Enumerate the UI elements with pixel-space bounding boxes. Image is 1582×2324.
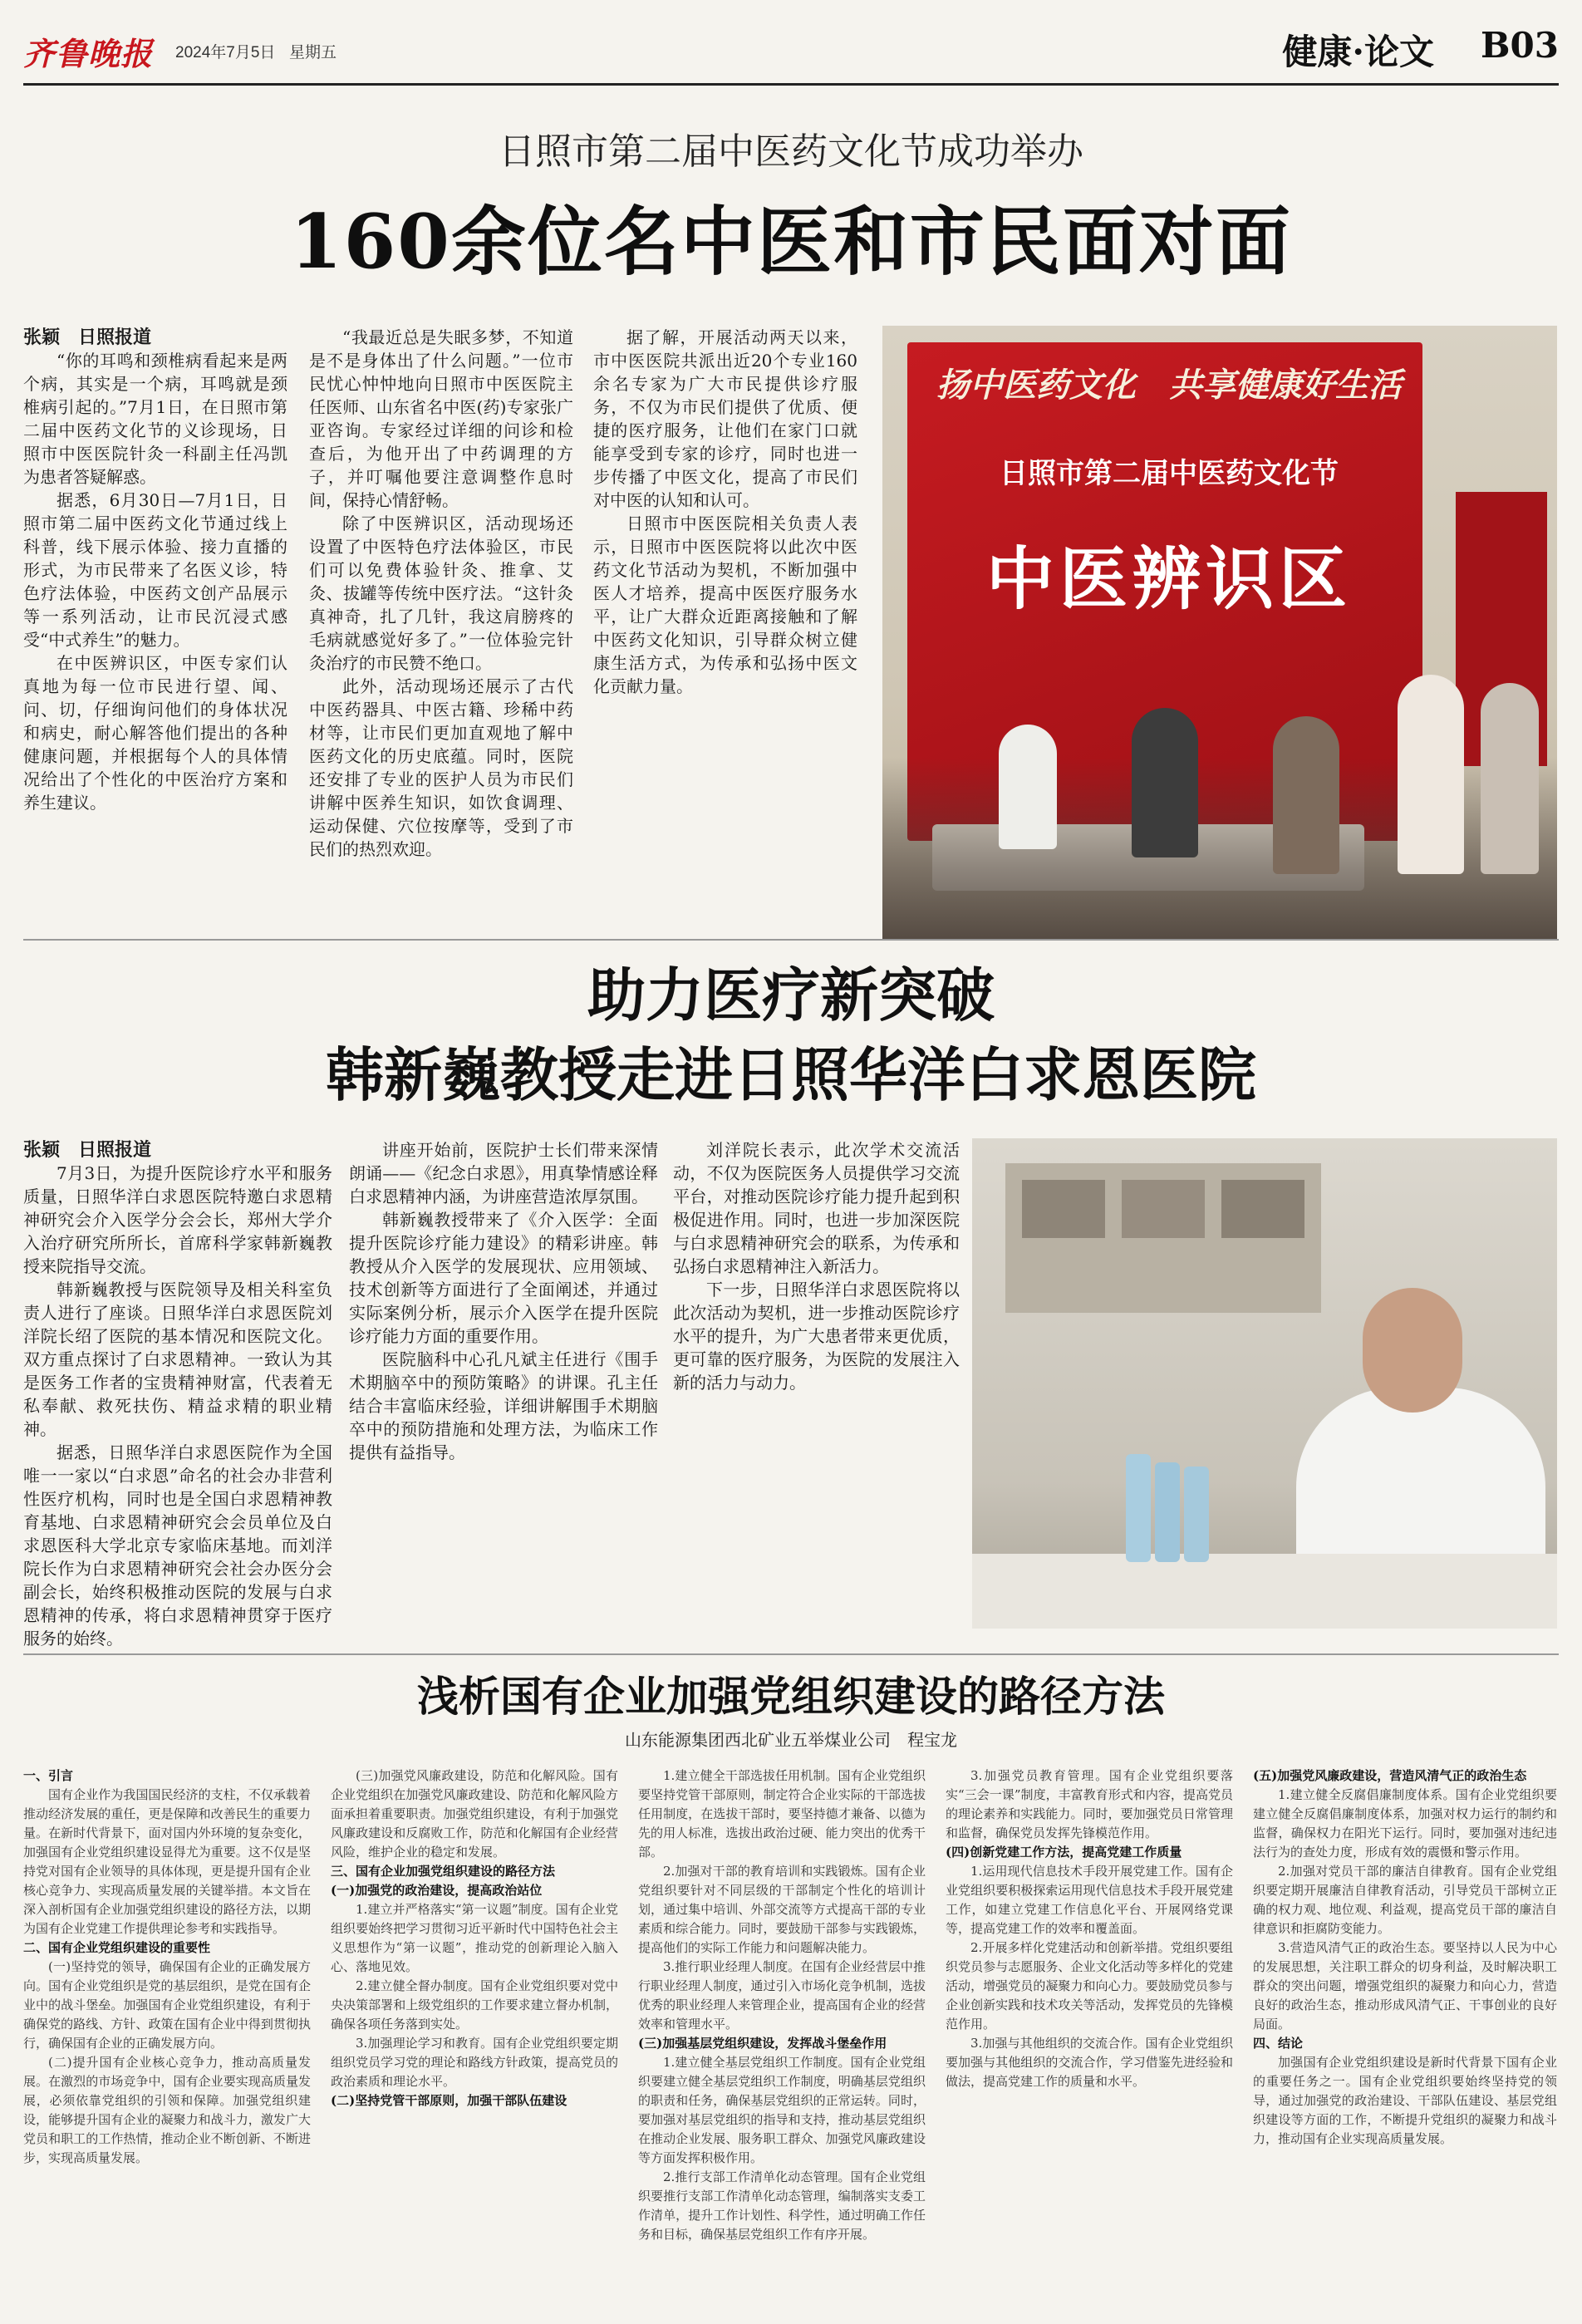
photo-banner-slogan: 扬中医药文化 共享健康好生活 <box>936 366 1402 405</box>
article3-paragraph: 2.加强对党员干部的廉洁自律教育。国有企业党组织要定期开展廉洁自律教育活动，引导党员干部树立正确的权力观、地位观、利益观，提高党员干部的廉洁自律意识和拒腐防变能力。 <box>1253 1864 1557 1936</box>
article1-byline: 张颖 日照报道 <box>23 327 152 347</box>
article1-paragraph: 据了解，开展活动两天以来，市中医医院共派出近20个专业160余名专家为广大市民提供诊疗服务，不仅为市民们提供了优质、便捷的医疗服务，让他们在家门口就能享受到专家的诊疗，同时也进一步传播了中医文化，提高了市民们对中医的认知和认可。 <box>593 327 857 510</box>
article2-paragraph: 据悉，日照华洋白求恩医院作为全国唯一一家以“白求恩”命名的社会办非营利性医疗机构，同时也是全国白求恩精神教育基地、白求恩精神研究会会员单位及白求恩医科大学北京专家临床基地。而刘洋院长作为白求恩精神研究会社会办医分会副会长，始终积极推动医院的发展与白求恩精神的传承，将白求恩精神贯穿于医疗服务的始终。 <box>23 1442 332 1648</box>
article3-paragraph: 3.推行职业经理人制度。在国有企业经营层中推行职业经理人制度，通过引入市场化竞争机制，选拔优秀的职业经理人来管理企业，提高国有企业的经营效率和管理水平。 <box>638 1959 926 2032</box>
photo-person <box>1132 708 1198 857</box>
article2-column-3 <box>673 1138 960 1394</box>
article1-column-3 <box>593 326 857 698</box>
photo-banner-event: 日照市第二届中医药文化节 <box>1000 457 1339 490</box>
article2-title-line1: 助力医疗新突破 <box>587 961 995 1029</box>
article1-paragraph: “我最近总是失眠多梦，不知道是不是身体出了什么问题。”一位市民忧心忡忡地向日照市中医医院主任医师、山东省名中医(药)专家张广亚咨询。专家经过详细的问诊和检查后，为他开出了中药调理的方子，并叮嘱他要注意调整作息时间，保持心情舒畅。 <box>309 327 573 510</box>
article3-heading: (四)创新党建工作方法，提高党建工作质量 <box>946 1845 1182 1860</box>
article3-paragraph: 1.建立并严格落实“第一议题”制度。国有企业党组织要始终把学习贯彻习近平新时代中国特色社会主义思想作为“第一议题”，推动党的创新理论入脑入心、落地见效。 <box>331 1902 618 1974</box>
photo-frame <box>1022 1180 1105 1238</box>
article2-photo <box>972 1138 1557 1629</box>
article1-photo <box>882 326 1557 941</box>
article1-title: 160余位名中医和市民面对面 <box>290 198 1292 286</box>
masthead-rule <box>23 83 1559 86</box>
article3-paragraph: 3.营造风清气正的政治生态。要坚持以人民为中心的发展思想，关注职工群众的切身利益，及时解决职工群众的突出问题，增强党组织的凝聚力和向心力，营造良好的政治生态，推动形成风清气正、干事创业的良好局面。 <box>1253 1940 1557 2032</box>
article3-heading: 一、引言 <box>23 1768 74 1783</box>
article3-heading: (二)坚持党管干部原则，加强干部队伍建设 <box>331 2093 567 2108</box>
article3-paragraph: (一)坚持党的领导，确保国有企业的正确发展方向。国有企业党组织是党的基层组织，是党在国有企业中的战斗堡垒。加强国有企业党组织建设，有利于确保党的路线、方针、政策在国有企业中得到贯彻执行，确保国有企业的正确发展方向。 <box>23 1959 311 2051</box>
article3-paragraph: 2.推行支部工作清单化动态管理。国有企业党组织要推行支部工作清单化动态管理，编制落实支委工作清单，提升工作计划性、科学性，通过明确工作任务和目标，确保基层党组织工作有序开展。 <box>638 2169 926 2242</box>
article3-author: 山东能源集团西北矿业五举煤业公司 程宝龙 <box>625 1730 957 1750</box>
article3-paragraph: (三)加强党风廉政建设，防范和化解风险。国有企业党组织在加强党风廉政建设、防范和化解风险方面承担着重要职责。加强党组织建设，有利于加强党风廉政建设和反腐败工作，防范和化解国有企业经营风险，维护企业的稳定和发展。 <box>331 1768 618 1860</box>
article2-column-2 <box>349 1138 658 1464</box>
issue-weekday: 星期五 <box>289 44 337 61</box>
article1-column-2 <box>309 326 573 861</box>
article3-heading: (五)加强党风廉政建设，营造风清气正的政治生态 <box>1253 1768 1527 1783</box>
article3-title: 浅析国有企业加强党组织建设的路径方法 <box>417 1672 1165 1721</box>
article3-paragraph: (二)提升国有企业核心竞争力，推动高质量发展。在激烈的市场竞争中，国有企业要实现高质量发展，必须依靠党组织的引领和保障。加强党组织建设，能够提升国有企业的凝聚力和战斗力，激发广大党员和职工的工作热情，推动企业不断创新、不断进步，实现高质量发展。 <box>23 2055 311 2165</box>
article1-paragraph: 除了中医辨识区，活动现场还设置了中医特色疗法体验区，市民们可以免费体验针灸、推拿、艾灸、拔罐等传统中医疗法。“这针灸真神奇，扎了几针，我这肩膀疼的毛病就感觉好多了。”一位体验完针灸治疗的市民赞不绝口。 <box>309 513 573 673</box>
article1-paragraph: 据悉，6月30日—7月1日，日照市第二届中医药文化节通过线上科普，线下展示体验、接力直播的形式，为市民带来了名医义诊，特色疗法体验，中医药文创产品展示等一系列活动，让市民沉浸式感受“中式养生”的魅力。 <box>23 490 287 650</box>
article3-column-1 <box>23 1766 311 2168</box>
page-number: B03 <box>1481 25 1559 66</box>
article3-heading: 二、国有企业党组织建设的重要性 <box>23 1940 211 1955</box>
article3-column-5 <box>1253 1766 1557 2149</box>
article3-paragraph: 1.运用现代信息技术手段开展党建工作。国有企业党组织要积极探索运用现代信息技术手段开展党建工作，如建立党建工作信息化平台、开展网络党课等，提高党建工作的效率和覆盖面。 <box>946 1864 1233 1936</box>
article1-paragraph: “你的耳鸣和颈椎病看起来是两个病，其实是一个病，耳鸣就是颈椎病引起的。”7月1日，在日照市第二届中医药文化节的义诊现场，日照市中医医院针灸一科副主任冯凯为患者答疑解惑。 <box>23 351 287 487</box>
article3-column-4 <box>946 1766 1233 2091</box>
article3-heading: (一)加强党的政治建设，提高政治站位 <box>331 1883 543 1898</box>
photo-banner-zone: 中医辨识区 <box>985 539 1352 619</box>
article2-paragraph: 讲座开始前，医院护士长们带来深情朗诵——《纪念白求恩》，用真挚情感诠释白求恩精神内涵，为讲座营造浓厚氛围。 <box>349 1140 658 1206</box>
photo-person <box>1273 716 1339 874</box>
issue-date: 2024年7月5日 <box>175 44 276 61</box>
article2-paragraph: 刘洋院长表示，此次学术交流活动，不仅为医院医务人员提供学习交流平台，对推动医院诊疗能力提升起到积极促进作用。同时，也进一步加深医院与白求恩精神研究会的联系，为传承和弘扬白求恩精神注入新活力。 <box>673 1140 960 1276</box>
photo-water-bottle <box>1184 1467 1209 1562</box>
photo-person <box>1398 675 1464 874</box>
photo-water-bottle <box>1155 1462 1180 1562</box>
section-divider <box>23 939 1559 941</box>
section-name: 健康·论文 <box>1282 32 1434 72</box>
photo-person <box>1481 683 1539 874</box>
article3-column-3 <box>638 1766 926 2244</box>
photo-water-bottle <box>1126 1454 1151 1562</box>
article3-paragraph: 3.加强理论学习和教育。国有企业党组织要定期组织党员学习党的理论和路线方针政策，提高党员的政治素质和理论水平。 <box>331 2036 618 2089</box>
article2-byline: 张颖 日照报道 <box>23 1139 152 1160</box>
photo-person <box>999 725 1057 849</box>
paper-logo: 齐鲁晚报 <box>23 35 154 72</box>
article2-paragraph: 7月3日，为提升医院诊疗水平和服务质量，日照华洋白求恩医院特邀白求恩精神研究会介入医学分会会长，郑州大学介入治疗研究所所长，首席科学家韩新巍教授来院指导交流。 <box>23 1163 332 1276</box>
article2-paragraph: 下一步，日照华洋白求恩医院将以此次活动为契机，进一步推动医院诊疗水平的提升，为广大患者带来更优质，更可靠的医疗服务，为医院的发展注入新的活力与动力。 <box>673 1280 960 1393</box>
photo-frame <box>1221 1180 1304 1238</box>
section-divider <box>23 1653 1559 1655</box>
photo-frame <box>1122 1180 1205 1238</box>
article3-paragraph: 2.加强对干部的教育培训和实践锻炼。国有企业党组织要针对不同层级的干部制定个性化的培训计划，通过集中培训、外部交流等方式提高干部的专业素质和综合能力。同时，要鼓励干部参与实践锻炼，提高他们的实际工作能力和问题解决能力。 <box>638 1864 926 1955</box>
article1-paragraph: 在中医辨识区，中医专家们认真地为每一位市民进行望、闻、问、切，仔细询问他们的身体状况和病史，耐心解答他们提出的各种健康问题，并根据每个人的具体情况给出了个性化的中医治疗方案和养生建议。 <box>23 653 287 813</box>
article1-subtitle: 日照市第二届中医药文化节成功举办 <box>499 130 1083 173</box>
article2-column-1 <box>23 1138 332 1650</box>
article2-paragraph: 韩新巍教授带来了《介入医学：全面提升医院诊疗能力建设》的精彩讲座。韩教授从介入医学的发展现状、应用领域、技术创新等方面进行了全面阐述，并通过实际案例分析，展示介入医学在提升医院诊疗能力方面的重要作用。 <box>349 1210 658 1346</box>
article1-paragraph: 日照市中医医院相关负责人表示，日照市中医医院将以此次中医药文化节活动为契机，不断加强中医人才培养，提高中医医疗服务水平，让广大群众近距离接触和了解中医药文化知识，引导群众树立健康生活方式，为传承和弘扬中医文化贡献力量。 <box>593 513 857 696</box>
article3-paragraph: 2.建立健全督办制度。国有企业党组织要对党中央决策部署和上级党组织的工作要求建立督办机制，确保各项任务落到实处。 <box>331 1978 618 2032</box>
article3-heading: 三、国有企业加强党组织建设的路径方法 <box>331 1864 556 1879</box>
article3-paragraph: 3.加强党员教育管理。国有企业党组织要落实“三会一课”制度，丰富教育形式和内容，提高党员的理论素养和实践能力。同时，要加强党员日常管理和监督，确保党员发挥先锋模范作用。 <box>946 1768 1233 1840</box>
article3-paragraph: 国有企业作为我国国民经济的支柱，不仅承载着推动经济发展的重任，更是保障和改善民生的重要力量。在新时代背景下，面对国内外环境的复杂变化，加强国有企业党组织建设显得尤为重要。这不仅是坚持党对国有企业领导的具体体现，更是提升国有企业核心竞争力、实现高质量发展的关键举措。本文旨在深入剖析国有企业加强党组织建设的路径方法，以期为国有企业党建工作提供理论参考和实践指导。 <box>23 1787 311 1936</box>
photo-speaker-head <box>1363 1288 1462 1413</box>
article3-paragraph: 1.建立健全反腐倡廉制度体系。国有企业党组织要建立健全反腐倡廉制度体系，加强对权力运行的制约和监督，确保权力在阳光下运行。同时，要加强对违纪违法行为的查处力度，形成有效的震慑和警示作用。 <box>1253 1787 1557 1860</box>
article2-title-line2: 韩新巍教授走进日照华洋白求恩医院 <box>326 1040 1256 1109</box>
article3-heading: 四、结论 <box>1253 2036 1304 2051</box>
masthead <box>23 22 1559 80</box>
photo-desk <box>972 1554 1557 1629</box>
article3-paragraph: 3.加强与其他组织的交流合作。国有企业党组织要加强与其他组织的交流合作，学习借鉴先进经验和做法，提高党建工作的质量和水平。 <box>946 2036 1233 2089</box>
article3-heading: (三)加强基层党组织建设，发挥战斗堡垒作用 <box>638 2036 887 2051</box>
article2-paragraph: 韩新巍教授与医院领导及相关科室负责人进行了座谈。日照华洋白求恩医院刘洋院长绍了医院的基本情况和医院文化。双方重点探讨了白求恩精神。一致认为其是医务工作者的宝贵精神财富，代表着无私奉献、救死扶伤、精益求精的职业精神。 <box>23 1280 332 1439</box>
article3-paragraph: 加强国有企业党组织建设是新时代背景下国有企业的重要任务之一。国有企业党组织要始终坚持党的领导，通过加强党的政治建设、干部队伍建设、基层党组织建设等方面的工作，不断提升党组织的凝聚力和战斗力，推动国有企业实现高质量发展。 <box>1253 2055 1557 2146</box>
article3-paragraph: 1.建立健全基层党组织工作制度。国有企业党组织要建立健全基层党组织工作制度，明确基层党组织的职责和任务，确保基层党组织的正常运转。同时，要加强对基层党组织的指导和支持，推动基层党组织在推动企业发展、服务职工群众、加强党风廉政建设等方面发挥积极作用。 <box>638 2055 926 2165</box>
article1-paragraph: 此外，活动现场还展示了古代中医药器具、中医古籍、珍稀中药材等，让市民们更加直观地了解中医药文化的历史底蕴。同时，医院还安排了专业的医护人员为市民们讲解中医养生知识，如饮食调理、运动保健、穴位按摩等，受到了市民们的热烈欢迎。 <box>309 676 573 859</box>
article3-paragraph: 2.开展多样化党建活动和创新举措。党组织要组织党员参与志愿服务、企业文化活动等多样化的党建活动，增强党员的凝聚力和向心力。要鼓励党员参与企业创新实践和技术攻关等活动，发挥党员的先锋模范作用。 <box>946 1940 1233 2032</box>
article3-column-2 <box>331 1766 618 2110</box>
article1-column-1 <box>23 326 287 814</box>
article3-paragraph: 1.建立健全干部选拔任用机制。国有企业党组织要坚持党管干部原则，制定符合企业实际的干部选拔任用制度，在选拔干部时，要坚持德才兼备、以德为先的用人标准，选拔出政治过硬、能力突出的优秀干部。 <box>638 1768 926 1860</box>
article2-paragraph: 医院脑科中心孔凡斌主任进行《围手术期脑卒中的预防策略》的讲课。孔主任结合丰富临床经验，详细讲解围手术期脑卒中的预防措施和处理方法，为临床工作提供有益指导。 <box>349 1349 658 1462</box>
